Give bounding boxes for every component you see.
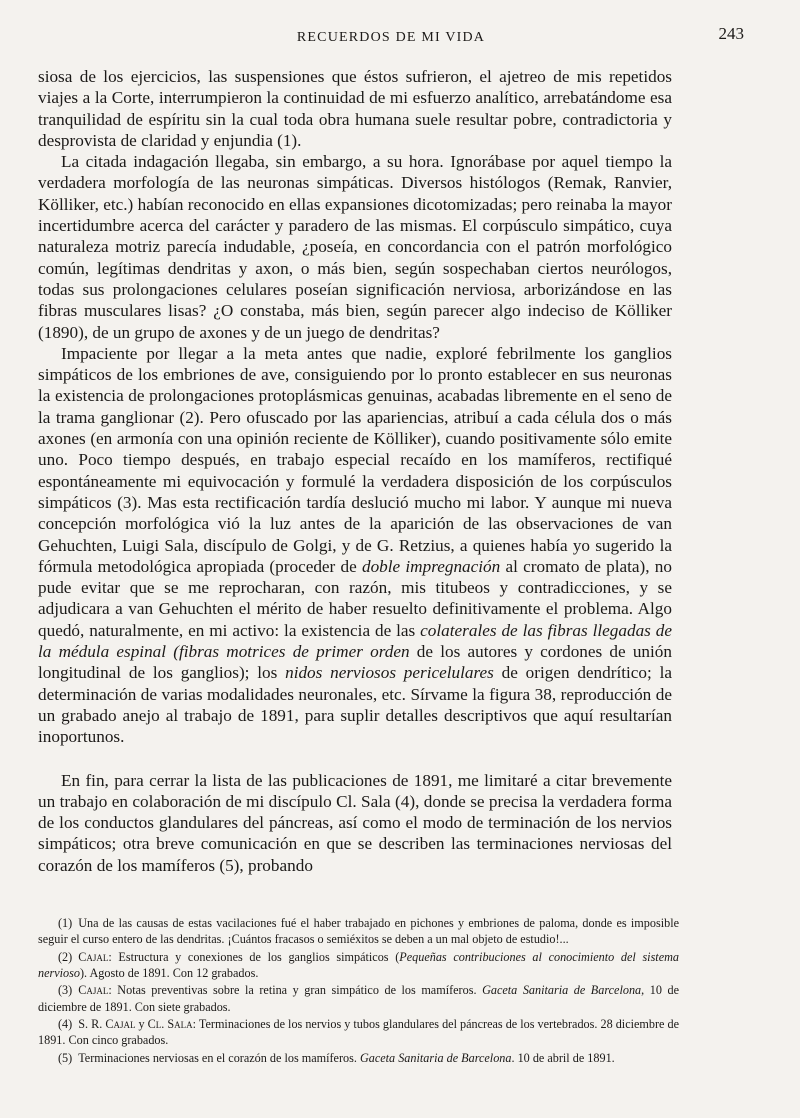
- page-number: 243: [718, 24, 744, 43]
- body-paragraph: [38, 151, 672, 343]
- text-run: En fin, para cerrar la lista de las publicaciones de 1891, me limitaré a citar brevemente un trabajo en colaboración de mi discípulo Cl. Sala (4), donde se precisa la verdadera forma de los conductos glandulares del páncreas, así como el modo de terminación de los nervios simpáticos; otra breve comunicación en que se describen las terminaciones nerviosas del corazón de los mamíferos (5), probando: [38, 770, 672, 875]
- footnote: [38, 1050, 679, 1066]
- text-run: : Terminaciones de los nervios y tubos glandulares del páncreas de los vertebrados. 28 diciembre de 1891. Con cinco grabados.: [38, 1017, 679, 1048]
- italic-run: Gaceta Sanitaria de Barcelona: [359, 1050, 512, 1065]
- footnote: [38, 982, 679, 1014]
- author-name: Cl. Sala: [147, 1017, 193, 1032]
- text-run: S. R.: [78, 1017, 106, 1032]
- text-run: de los autores y cordones de unión longitudinal de los ganglios); los: [38, 642, 672, 683]
- text-run: . 10 de abril de 1891.: [511, 1050, 615, 1065]
- author-name: Cajal: [78, 983, 109, 998]
- italic-run: Pequeñas contribuciones al conocimiento del sistema nervioso: [38, 949, 680, 980]
- text-run: al cromato de plata), no pude evitar que se me reprocharan, con razón, mis titubeos y contradicciones, y se adjudicara a van Gehuchten el mérito de haber resuelto definitivamente el problema. Algo quedó, naturalmente, en mi activo: la existencia de las: [38, 556, 672, 640]
- italic-run: doble impregnación: [361, 556, 501, 576]
- text-run: Una de las causas de estas vacilaciones fué el haber trabajado en pichones y embriones de paloma, donde es imposible seguir el curso entero de las dendritas. ¡Cuántos fracasos o semiéxitos se deben a un mal objeto de estudio!...: [38, 916, 679, 947]
- text-run: , 10 de diciembre de 1891. Con siete grabados.: [38, 983, 679, 1014]
- body-paragraph: [38, 770, 672, 876]
- italic-run: nidos nerviosos pericelulares: [285, 663, 494, 683]
- body-text: [38, 66, 672, 876]
- text-run: ). Agosto de 1891. Con 12 grabados.: [79, 965, 259, 980]
- footnote-number: (1): [58, 916, 73, 930]
- footnote: [38, 915, 679, 947]
- text-run: siosa de los ejercicios, las suspensiones que éstos sufrieron, el ajetreo de mis repetidos viajes a la Corte, interrumpieron la continuidad de mi esfuerzo analítico, arrebatándome esa tranquilidad de espíritu sin la cual toda obra humana suele resultar pobre, contradictoria y desprovista de claridad y enjundia (1).: [38, 67, 672, 150]
- text-run: de origen dendrítico; la determinación de varias modalidades neuronales, etc. Sírvame la figura 38, reproducción de un grabado anejo al trabajo de 1891, para suplir detalles descriptivos que aquí resultarían inoportunos.: [38, 663, 672, 747]
- author-name: Cajal: [105, 1017, 136, 1032]
- footnote-number: (3): [58, 983, 73, 998]
- text-run: : Estructura y conexiones de los ganglios simpáticos (: [108, 949, 400, 964]
- footnotes: [38, 915, 679, 1067]
- page-header: [38, 24, 744, 50]
- text-run: y: [135, 1017, 148, 1032]
- footnote: [38, 949, 679, 981]
- text-run: La citada indagación llegaba, sin embargo, a su hora. Ignorábase por aquel tiempo la verdadera morfología de las neuronas simpáticas. Diversos histólogos (Remak, Ranvier, Kölliker, etc.) habían reconocido en ellas expansiones dicotomizadas; pero reinaba la mayor incertidumbre acerca del carácter y paradero de las mismas. El corpúsculo simpático, cuya naturaleza motriz parecía indudable, ¿poseía, en concordancia con el patrón morfológico común, legítimas dendritas y axon, o más bien, según sospechaban ciertos neurólogos, todas sus prolongaciones celulares poseían significación nerviosa, arborizándose en las fibras musculares lisas? ¿O constaba, más bien, según parecer algo indeciso de Kölliker (1890), de un grupo de axones y de un juego de dendritas?: [38, 152, 672, 342]
- footnote-number: (4): [58, 1017, 73, 1032]
- text-run: Terminaciones nerviosas en el corazón de los mamíferos.: [78, 1050, 360, 1065]
- text-run: Impaciente por llegar a la meta antes que nadie, exploré febrilmente los ganglios simpáticos de los embriones de ave, consiguiendo por lo pronto establecer en sus neuronas la existencia de prolongaciones protoplásmicas genuinas, acabadas libremente en el seno de la trama ganglionar (2). Pero ofuscado por las apariencias, atribuí a cada célula dos o más axones (en armonía con una opinión reciente de Kölliker), cuando positivamente sólo emite uno. Poco tiempo después, en trabajo especial recaído en los mamíferos, rectifiqué espontáneamente mi equivocación y formulé la verdadera disposición de los corpúsculos simpáticos (3). Mas esta rectificación tardía deslució mucho mi labor. Y aunque mi nueva concepción morfológica vió la luz antes de la aparición de las observaciones de van Gehuchten, Luigi Sala, discípulo de Golgi, y de G. Retzius, a quienes había yo sugerido la fórmula metodológica apropiada (proceder de: [38, 343, 672, 576]
- footnote-number: (2): [58, 949, 73, 964]
- body-paragraph: [38, 343, 672, 748]
- footnote: [38, 1016, 679, 1048]
- author-name: Cajal: [78, 949, 109, 964]
- italic-run: Gaceta Sanitaria de Barcelona: [482, 983, 642, 998]
- text-run: : Notas preventivas sobre la retina y gran simpático de los mamíferos.: [108, 983, 483, 998]
- running-title: RECUERDOS DE MI VIDA: [296, 30, 486, 45]
- body-paragraph: [38, 66, 672, 151]
- footnote-number: (5): [58, 1050, 73, 1065]
- italic-run: colaterales de las fibras llegadas de la médula espinal (fibras motrices de primer orden: [38, 620, 673, 662]
